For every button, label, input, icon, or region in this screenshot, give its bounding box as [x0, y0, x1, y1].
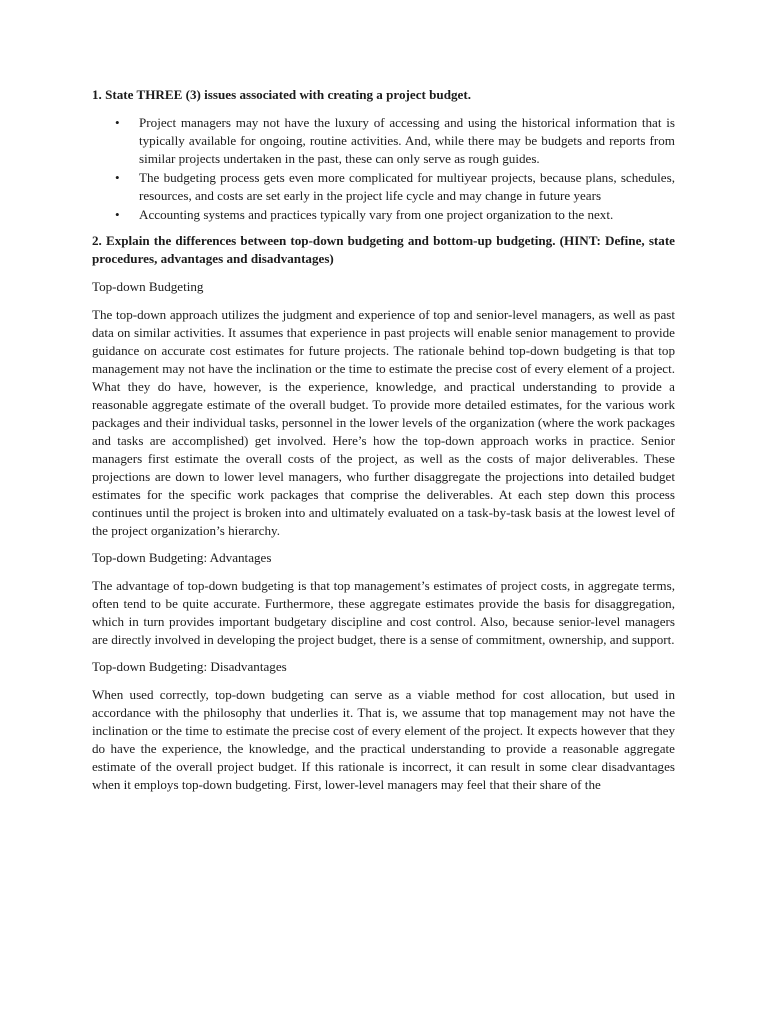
list-item — [92, 114, 675, 168]
section-title-top-down: Top-down Budgeting — [92, 279, 204, 294]
bullet-icon: • — [115, 115, 120, 130]
question-1-heading: 1. State THREE (3) issues associated with creating a project budget. — [92, 87, 471, 102]
list-item-text: The budgeting process gets even more complicated for multiyear projects, because plans, schedules, resources, and costs are set early in the project life cycle and may change in future years — [139, 170, 675, 203]
section-title-disadvantages: Top-down Budgeting: Disadvantages — [92, 659, 287, 674]
paragraph-top-down: The top-down approach utilizes the judgment and experience of top and senior-level managers, as well as past data on similar activities. It assumes that experience in past projects will enable senior management to provide guidance on accurate cost estimates for future projects. The rationale behind top-down budgeting is that top management may not have the inclination or the time to estimate the precise cost of every element of a project. What they do have, however, is the experience, knowledge, and practical understanding to provide a reasonable aggregate estimate of the overall budget. To provide more detailed estimates, for the various work packages and their individual tasks, personnel in the lower levels of the organization (where the work packages and tasks are accomplished) get involved. Here’s how the top-down approach works in practice. Senior managers first estimate the overall costs of the project, as well as the costs of major deliverables. These projections are down to lower level managers, who further disaggregate the projections into detailed budget estimates for the specific work packages that comprise the deliverables. At each step down this process continues until the project is broken into and ultimately evaluated on a task-by-task basis at the lowest level of the project organization’s hierarchy. — [92, 307, 675, 538]
paragraph-disadvantages: When used correctly, top-down budgeting can serve as a viable method for cost allocation, but used in accordance with the philosophy that underlies it. That is, we assume that top management may not have the inclination or the time to estimate the precise cost of every element of the project. It expects however that they do have the experience, the knowledge, and the practical understanding to provide a reasonable aggregate estimate of the overall project budget. If this rationale is incorrect, it can result in some clear disadvantages when it employs top-down budgeting. First, lower-level managers may feel that their share of the — [92, 687, 675, 792]
document-page — [92, 86, 675, 803]
question-2-heading: 2. Explain the differences between top-down budgeting and bottom-up budgeting. (HINT: Define, state procedures, advantages and disadvantages) — [92, 233, 675, 266]
list-item-text: Accounting systems and practices typically vary from one project organization to the next. — [139, 207, 614, 222]
section-title-advantages: Top-down Budgeting: Advantages — [92, 550, 272, 565]
list-item — [92, 206, 675, 224]
list-item-text: Project managers may not have the luxury of accessing and using the historical information that is typically available for ongoing, routine activities. And, while there may be budgets and reports from similar projects undertaken in the past, these can only serve as rough guides. — [139, 115, 675, 166]
paragraph-advantages: The advantage of top-down budgeting is that top management’s estimates of project costs, in aggregate terms, often tend to be quite accurate. Furthermore, these aggregate estimates provide the basis for disaggregation, which in turn provides important budgetary discipline and cost control. Also, because senior-level managers are directly involved in developing the project budget, there is a sense of commitment, ownership, and support. — [92, 578, 675, 647]
list-item — [92, 169, 675, 205]
issues-list — [92, 114, 675, 224]
bullet-icon: • — [115, 207, 120, 222]
bullet-icon: • — [115, 170, 120, 185]
